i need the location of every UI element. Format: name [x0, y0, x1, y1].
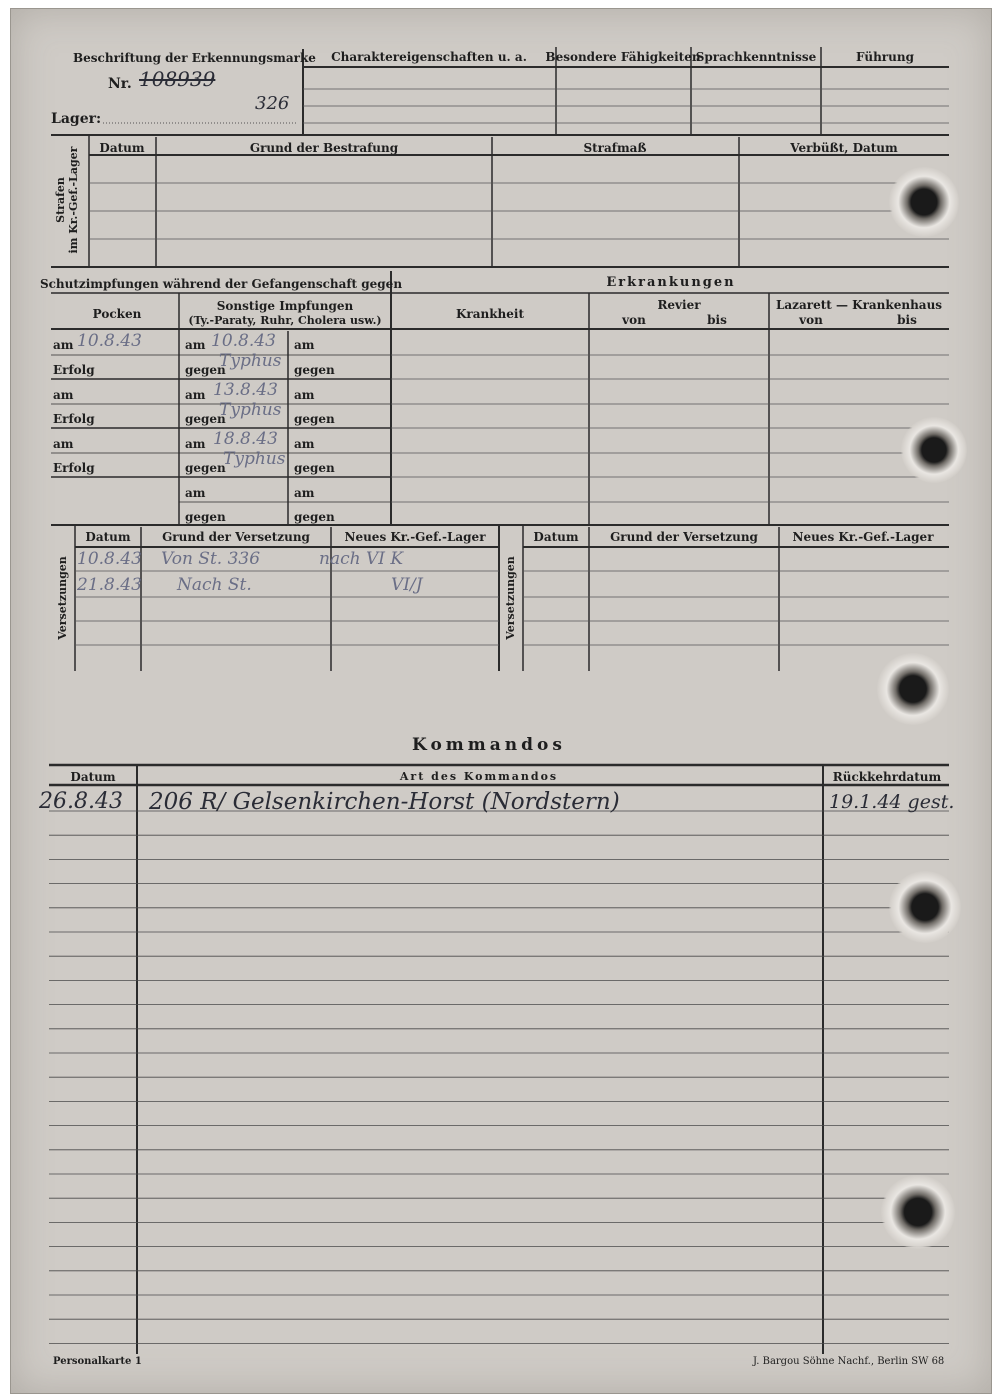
pocken-erfolg-label: Erfolg	[53, 363, 95, 377]
vers-row1-datum: 10.8.43	[77, 549, 142, 569]
vers-row2-grund: Nach St.	[177, 575, 252, 595]
revier-bis: bis	[707, 313, 727, 327]
punch-hole	[877, 653, 949, 725]
sonstige-gegen-label: gegen	[185, 461, 226, 475]
pocken-erfolg-label: Erfolg	[53, 461, 95, 475]
vers2-col-grund: Grund der Versetzung	[610, 530, 758, 544]
vers-row2-datum: 21.8.43	[77, 575, 142, 595]
sonstige-gegen-2: Typhus	[219, 400, 282, 420]
sonstige2-gegen-label: gegen	[294, 412, 335, 426]
versetzungen-side-label-left: Versetzungen	[56, 556, 69, 640]
col-krankheit: Krankheit	[455, 307, 525, 321]
punch-hole	[889, 871, 961, 943]
form-grid	[11, 9, 991, 1393]
footer-left: Personalkarte 1	[53, 1356, 142, 1367]
kommandos-row1-rueckkehr: 19.1.44 gest.	[829, 791, 955, 813]
pocken-am-label: am	[53, 437, 74, 451]
vers-row1-grund: Von St. 336	[161, 549, 261, 569]
punch-hole	[881, 1175, 955, 1249]
impfungen-title: Schutzimpfungen während der Gefangenschaft gegen	[39, 277, 403, 291]
sonstige-gegen-label: gegen	[185, 510, 226, 524]
versetzungen-side-label-right: Versetzungen	[504, 556, 517, 640]
col-charakter: Charaktereigenschaften u. a.	[331, 50, 527, 64]
sonstige-am-label: am	[185, 486, 206, 500]
kommandos-row1-art: 206 R/ Gelsenkirchen-Horst (Nordstern)	[149, 789, 620, 815]
sonstige2-gegen-label: gegen	[294, 461, 335, 475]
vers-row1-lager: nach VI K	[319, 549, 404, 569]
sonstige-gegen-3: Typhus	[223, 449, 286, 469]
vers2-col-lager: Neues Kr.-Gef.-Lager	[792, 530, 934, 544]
lager-label: Lager:	[51, 111, 102, 127]
col-sprachkenntnisse: Sprachkenntnisse	[695, 50, 817, 64]
lazarett-bis: bis	[897, 313, 917, 327]
sonstige-am-3: 18.8.43	[213, 429, 278, 449]
sonstige-gegen-1: Typhus	[219, 351, 282, 371]
sonstige-am-label: am	[185, 437, 206, 451]
erkennungsmarke-label: Beschriftung der Erkennungsmarke	[73, 51, 316, 65]
footer-right: J. Bargou Söhne Nachf., Berlin SW 68	[753, 1356, 945, 1367]
strafen-col-datum: Datum	[99, 141, 145, 155]
pocken-am-label: am	[53, 388, 74, 402]
strafen-col-grund: Grund der Bestrafung	[249, 141, 399, 155]
nr-label: Nr.	[108, 76, 132, 92]
strafen-col-verbuesst: Verbüßt, Datum	[790, 141, 898, 155]
vers-col-grund: Grund der Versetzung	[162, 530, 310, 544]
punch-hole	[889, 167, 959, 237]
kommandos-row1-datum: 26.8.43	[39, 789, 123, 814]
pocken-erfolg-label: Erfolg	[53, 412, 95, 426]
kommandos-title: Kommandos	[412, 735, 566, 755]
lazarett-von: von	[799, 313, 823, 327]
col-fuehrung: Führung	[856, 50, 914, 64]
vers2-col-datum: Datum	[533, 530, 579, 544]
sonstige-am-1: 10.8.43	[211, 331, 276, 351]
sonstige-gegen-label: gegen	[185, 363, 226, 377]
nr-value: 108939	[139, 67, 216, 91]
sonstige-sublabel: (Ty.-Paraty, Ruhr, Cholera usw.)	[188, 314, 382, 327]
sonstige2-am-label: am	[294, 437, 315, 451]
personalkarte	[10, 8, 992, 1394]
sonstige2-am-label: am	[294, 338, 315, 352]
kommandos-col-datum: Datum	[70, 770, 116, 784]
pocken-am-1: 10.8.43	[77, 331, 142, 351]
sonstige2-gegen-label: gegen	[294, 510, 335, 524]
sonstige-am-label: am	[185, 338, 206, 352]
vers-col-datum: Datum	[85, 530, 131, 544]
sonstige-am-label: am	[185, 388, 206, 402]
sonstige2-am-label: am	[294, 486, 315, 500]
sonstige2-am-label: am	[294, 388, 315, 402]
col-lazarett: Lazarett — Krankenhaus	[775, 298, 943, 312]
kommandos-col-rueckkehr: Rückkehrdatum	[832, 770, 942, 784]
lager-value: 326	[255, 93, 290, 114]
pocken-am-label: am	[53, 338, 74, 352]
vers-row2-lager: VI/J	[391, 575, 423, 595]
kommandos-col-art: Art des Kommandos	[399, 770, 559, 783]
pocken-label: Pocken	[92, 307, 142, 321]
revier-von: von	[622, 313, 646, 327]
punch-hole	[901, 417, 967, 483]
erkrankungen-title: Erkrankungen	[606, 275, 736, 290]
col-revier: Revier	[657, 298, 701, 312]
sonstige-label: Sonstige Impfungen	[216, 299, 354, 313]
vers-col-lager: Neues Kr.-Gef.-Lager	[344, 530, 486, 544]
sonstige-gegen-label: gegen	[185, 412, 226, 426]
col-faehigkeiten: Besondere Fähigkeiten	[545, 50, 701, 64]
sonstige2-gegen-label: gegen	[294, 363, 335, 377]
strafen-side-label: Strafen im Kr.-Gef.-Lager	[54, 146, 80, 254]
sonstige-am-2: 13.8.43	[213, 380, 278, 400]
strafen-col-strafmass: Strafmaß	[583, 141, 647, 155]
